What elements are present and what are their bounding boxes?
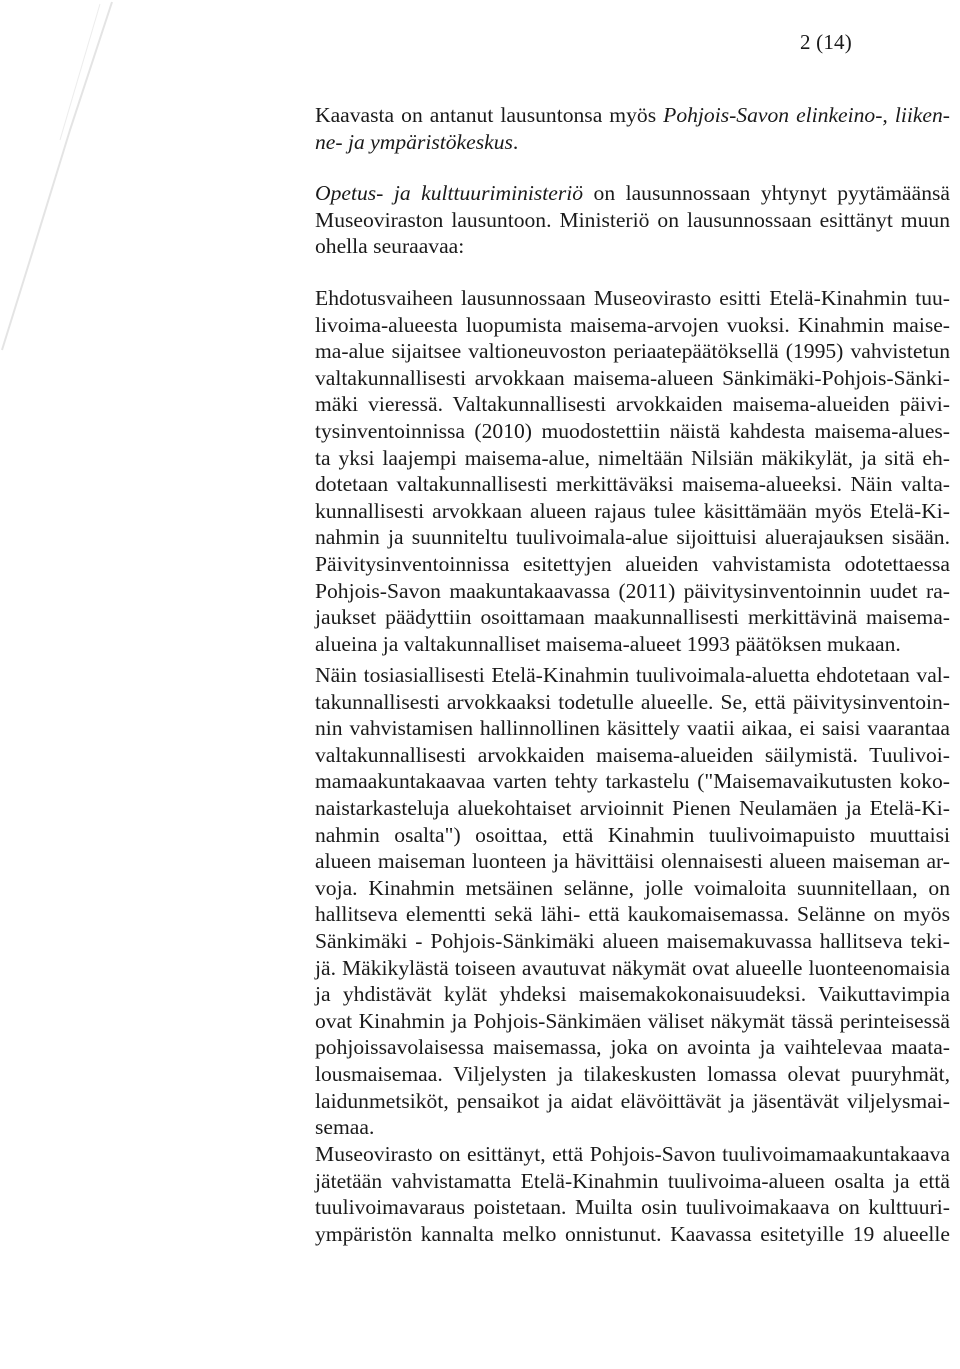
line-text: Sänkimäki - Pohjois-Sänkimäki alueen maisemakuvassa hallitseva teki- (315, 928, 950, 953)
text-line (315, 875, 950, 902)
line-text-after: . (512, 129, 519, 154)
text-line (315, 524, 950, 551)
line-text: alueen maiseman luonteen ja hävittäisi olennaisesti alueen maiseman ar- (315, 849, 950, 874)
line-text: Päivitysinventoinnissa esitettyjen alueiden vahvistamista odotettaessa (315, 551, 950, 576)
line-text: Näin tosiasiallisesti Etelä-Kinahmin tuulivoimala-aluetta ehdotetaan val- (315, 663, 950, 687)
text-line (315, 312, 950, 339)
text-line (315, 445, 950, 472)
line-text: Museoviraston lausuntoon. Ministeriö on lausunnossaan esittänyt muun (315, 207, 950, 232)
line-text: dotetaan valtakunnallisesti merkittäväksi maisema-alueeksi. Näin valta- (315, 472, 950, 497)
paragraph-museovirasto-proposal (315, 285, 950, 657)
line-text: ta yksi laajempi maisema-alue, nimeltään Nilsiän mäkikylät, ja sitä eh- (315, 445, 950, 470)
text-line (315, 848, 950, 875)
text-line (315, 471, 950, 498)
line-text: lousmaisemaa. Viljelysten ja tilakeskusten lomassa olevat puuryhmät, (315, 1061, 950, 1086)
line-text: alueina ja valtakunnalliset maisema-alueet 1993 päätöksen mukaan. (315, 631, 901, 656)
text-line (315, 498, 950, 525)
text-line (315, 742, 950, 769)
text-line (315, 1008, 950, 1035)
text-line (315, 1194, 950, 1221)
text-line (315, 418, 950, 445)
text-line (315, 1141, 950, 1168)
text-line (315, 795, 950, 822)
line-text: valtakunnallisesti arvokkaan maisema-alueen Sänkimäki-Pohjois-Sänki- (315, 365, 950, 390)
text-line (315, 604, 950, 631)
text-line (315, 1114, 950, 1141)
text-line (315, 207, 950, 234)
line-text: on lausunnossaan yhtynyt pyytämäänsä (583, 181, 950, 205)
text-line (315, 689, 950, 716)
line-text: takunnallisesti arvokkaaksi todetulle alueelle. Se, että päivitysinventoin- (315, 689, 950, 714)
line-text: tuulivoimavaraus poistetaan. Muilta osin tuulivoimakaava on kulttuuri- (315, 1195, 950, 1220)
text-line (315, 233, 950, 260)
line-text: semaa. (315, 1115, 375, 1140)
text-line (315, 981, 950, 1008)
text-line (315, 102, 950, 129)
line-text: ovat Kinahmin ja Pohjois-Sänkimäen väliset näkymät tässä perinteisessä (315, 1008, 950, 1033)
line-text: jä. Mäkikylästä toiseen avautuvat näkymät ovat alueelle luonteenomaisia (315, 955, 950, 980)
line-text: ma-alue sijaitsee valtioneuvoston periaatepäätöksellä (1995) vahvistetun (315, 339, 950, 364)
line-text: mäki vieressä. Valtakunnallisesti arvokkaiden maisema-alueiden päivi- (315, 392, 950, 417)
line-text: valtakunnallisesti arvokkaiden maisema-alueiden säilymistä. Tuulivoi- (315, 742, 950, 767)
text-line (315, 768, 950, 795)
line-text: tysinventoinnissa (2010) muodostettiin näistä kahdesta maisema-alues- (315, 418, 950, 443)
line-text: pohjoissavolaisessa maisemassa, joka on avointa ja vaihtelevaa maata- (315, 1035, 950, 1060)
paragraph-statement-elinkeinokeskus (315, 102, 950, 155)
line-text: hallitseva elementti sekä lähi- että kaukomaisemassa. Selänne on myös (315, 902, 950, 927)
line-text: laidunmetsiköt, pensaikot ja aidat elävöittävät ja jäsentävät viljelysmai- (315, 1088, 950, 1113)
paragraph-museovirasto-conclusion (315, 1141, 950, 1247)
line-text: livoima-alueesta luopumista maisema-arvojen vuoksi. Kinahmin maise- (315, 312, 950, 337)
line-text: jätetään vahvistamatta Etelä-Kinahmin tuulivoima-alueen osalta ja että (315, 1168, 950, 1193)
line-text: ja yhdistävät kylät yhdeksi maisemakokonaisuudeksi. Vaikuttavimpia (315, 982, 950, 1007)
text-line (315, 822, 950, 849)
text-line (315, 180, 950, 207)
page-number: 2 (14) (800, 30, 852, 54)
line-text: jaukset päädyttiin osoittamaan maakunnallisesti merkittävinä maisema- (315, 605, 950, 630)
text-line (315, 129, 950, 156)
text-line (315, 338, 950, 365)
line-text: naistarkasteluja aluekohtaiset arvioinnit Pienen Neulamäen ja Etelä-Ki- (315, 795, 950, 820)
text-line (315, 578, 950, 605)
line-text: ympäristön kannalta melko onnistunut. Kaavassa esitetyille 19 alueelle (315, 1221, 950, 1246)
line-text: voja. Kinahmin metsäinen selänne, jolle voimaloita suunnitellaan, on (315, 875, 950, 900)
line-text: Kaavasta on antanut lausuntonsa myös (315, 103, 664, 127)
text-line (315, 1088, 950, 1115)
text-line (315, 955, 950, 982)
line-text: Museovirasto on esittänyt, että Pohjois-Savon tuulivoimamaakuntakaava (315, 1142, 950, 1166)
line-text: nahmin ja suunniteltu tuulivoimala-alue sijoittuisi aluerajauksen sisään. (315, 525, 950, 550)
text-line (315, 1168, 950, 1195)
text-line (315, 551, 950, 578)
text-line (315, 662, 950, 689)
text-line (315, 1221, 950, 1248)
line-text: Pohjois-Savon maakuntakaavassa (2011) päivitysinventoinnin uudet ra- (315, 578, 950, 603)
line-italic-text: ne- ja ympäristökeskus (315, 129, 513, 154)
text-line (315, 391, 950, 418)
text-line (315, 715, 950, 742)
text-line (315, 285, 950, 312)
line-text: nin vahvistamisen hallinnollinen käsittely vaatii aikaa, ei saisi vaarantaa (315, 716, 950, 741)
text-line (315, 631, 950, 658)
line-text: ohella seuraavaa: (315, 234, 465, 259)
line-text: Ehdotusvaiheen lausunnossaan Museovirasto esitti Etelä-Kinahmin tuu- (315, 286, 950, 310)
paragraph-ministry-statement (315, 180, 950, 260)
line-text: kunnallisesti arvokkaan alueen rajaus tulee käsittämään myös Etelä-Ki- (315, 498, 950, 523)
line-text: nahmin osalta") osoittaa, että Kinahmin tuulivoimapuisto muuttaisi (315, 822, 950, 847)
line-text: mamaakuntakaavaa varten tehty tarkastelu ("Maisemavaikutusten koko- (315, 769, 950, 794)
paragraph-landscape-assessment (315, 662, 950, 1141)
text-line (315, 901, 950, 928)
line-italic-text: Opetus- ja kulttuuriministeriö (315, 181, 584, 205)
text-line (315, 365, 950, 392)
line-italic-text: Pohjois-Savon elinkeino-, liiken- (663, 103, 950, 127)
text-line (315, 1034, 950, 1061)
text-line (315, 928, 950, 955)
scan-edge-mark (0, 0, 120, 360)
text-line (315, 1061, 950, 1088)
